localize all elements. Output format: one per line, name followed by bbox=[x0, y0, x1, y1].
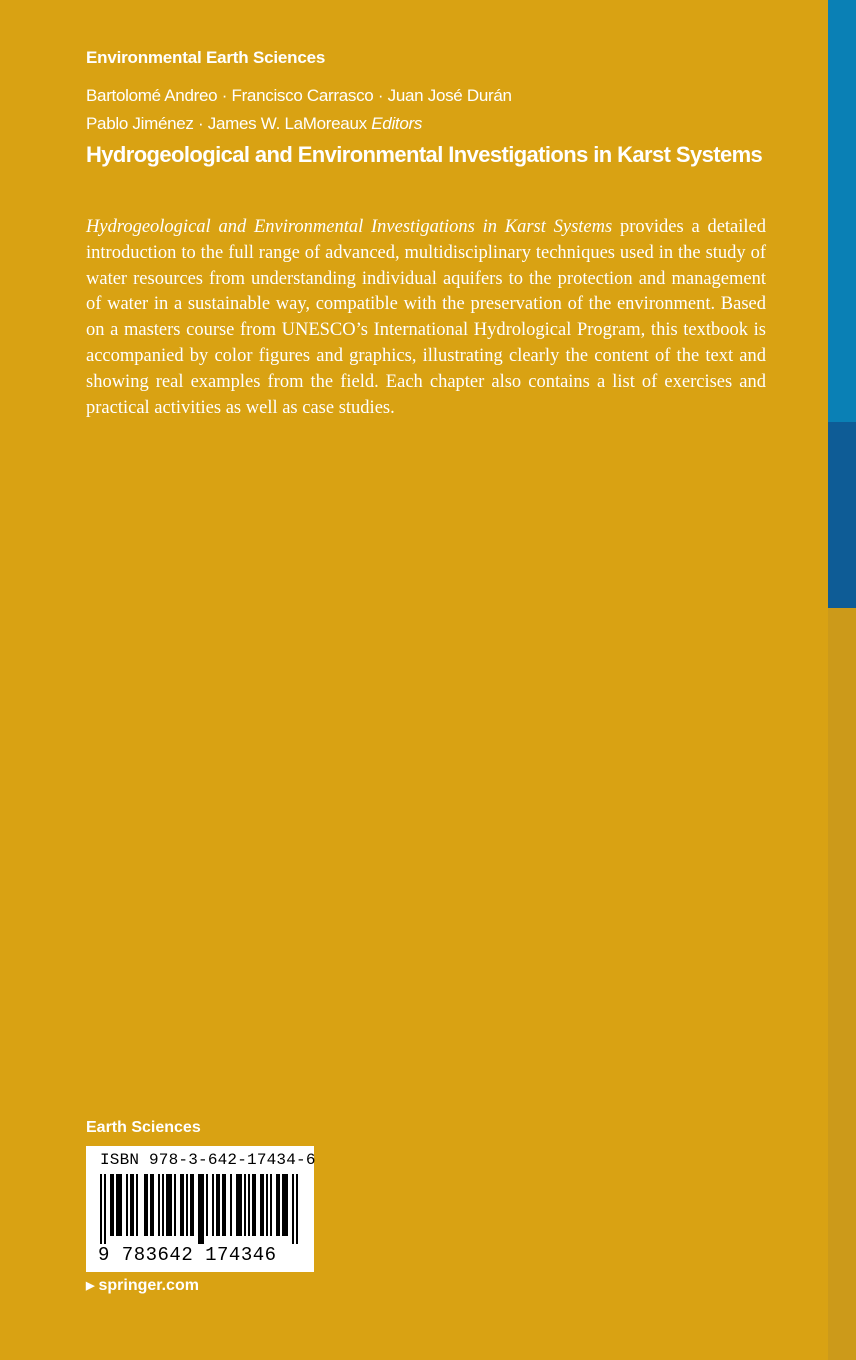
barcode-box bbox=[86, 1146, 314, 1272]
barcode-bar bbox=[162, 1174, 164, 1236]
series-name: Environmental Earth Sciences bbox=[86, 48, 326, 67]
barcode-bar bbox=[132, 1174, 134, 1236]
editors-names-2: Pablo Jiménez · James W. LaMoreaux bbox=[86, 114, 367, 133]
arrow-right-icon: ▶ bbox=[86, 1280, 95, 1292]
book-title: Hydrogeological and Environmental Investigations in Karst Systems bbox=[86, 142, 763, 167]
barcode-bar bbox=[150, 1174, 152, 1236]
barcode-bar bbox=[186, 1174, 188, 1236]
barcode-bar bbox=[118, 1174, 120, 1236]
barcode-bar bbox=[126, 1174, 128, 1236]
barcode-bar bbox=[270, 1174, 272, 1236]
barcode-bar bbox=[192, 1174, 194, 1236]
barcode-bar bbox=[278, 1174, 280, 1236]
barcode-bar bbox=[200, 1174, 202, 1244]
barcode-bar bbox=[266, 1174, 268, 1236]
barcode-bar bbox=[170, 1174, 172, 1236]
barcode-bar bbox=[240, 1174, 242, 1236]
barcode-bar bbox=[198, 1174, 200, 1244]
barcode-bar bbox=[276, 1174, 278, 1236]
publisher-link[interactable] bbox=[86, 1277, 199, 1295]
barcode-bar bbox=[182, 1174, 184, 1236]
barcode-bar bbox=[116, 1174, 118, 1236]
barcode-bar bbox=[166, 1174, 168, 1236]
barcode-bar bbox=[110, 1174, 112, 1236]
barcode-bar bbox=[180, 1174, 182, 1236]
subject-category: Earth Sciences bbox=[86, 1119, 201, 1136]
barcode-bar bbox=[112, 1174, 114, 1236]
barcode-bar bbox=[296, 1174, 298, 1244]
barcode-bar bbox=[286, 1174, 288, 1236]
barcode-bar bbox=[260, 1174, 262, 1236]
description-body: provides a detailed introduction to the full range of advanced, multidisciplinary techniques used in the study of water resources from understanding individual aquifers to the protection and management of water in a sustainable way, compatible with the preservation of the environment. Based on a masters course from UNESCO’s International Hydrological Program, this textbook is accompanied by color figures and graphics, illustrating clearly the content of the text and showing real examples from the field. Each chapter also contains a list of exercises and practical activities as well as case studies. bbox=[86, 217, 766, 418]
barcode-bar bbox=[218, 1174, 220, 1236]
editors-line-2 bbox=[86, 114, 422, 134]
barcode-bar bbox=[120, 1174, 122, 1236]
barcode-bar bbox=[252, 1174, 254, 1236]
barcode-bar bbox=[254, 1174, 256, 1236]
isbn-text: ISBN 978-3-642-17434-6 bbox=[100, 1151, 316, 1169]
barcode-bar bbox=[244, 1174, 246, 1236]
barcode-bar bbox=[152, 1174, 154, 1236]
barcode-bar bbox=[216, 1174, 218, 1236]
barcode-bar bbox=[292, 1174, 294, 1244]
spine-strip-gold bbox=[828, 608, 856, 1360]
barcode-bar bbox=[202, 1174, 204, 1244]
book-description bbox=[86, 215, 766, 421]
editors-line-1: Bartolomé Andreo · Francisco Carrasco · Juan José Durán bbox=[86, 86, 512, 105]
barcode-bar bbox=[212, 1174, 214, 1236]
description-title: Hydrogeological and Environmental Investigations in Karst Systems bbox=[86, 217, 613, 237]
barcode-bar bbox=[248, 1174, 250, 1236]
barcode-bar bbox=[224, 1174, 226, 1236]
barcode-bar bbox=[174, 1174, 176, 1236]
barcode-bar bbox=[190, 1174, 192, 1236]
spine-strip-dark-blue bbox=[828, 422, 856, 608]
barcode-bar bbox=[130, 1174, 132, 1236]
barcode-icon bbox=[100, 1174, 300, 1244]
barcode-bar bbox=[158, 1174, 160, 1236]
barcode-bar bbox=[136, 1174, 138, 1236]
barcode-bar bbox=[262, 1174, 264, 1236]
barcode-bar bbox=[230, 1174, 232, 1236]
ean-number: 9 783642 174346 bbox=[98, 1244, 277, 1266]
barcode-bar bbox=[146, 1174, 148, 1236]
spine-strip-blue bbox=[828, 0, 856, 422]
barcode-bar bbox=[104, 1174, 106, 1244]
barcode-bar bbox=[282, 1174, 284, 1236]
barcode-bar bbox=[284, 1174, 286, 1236]
barcode-bar bbox=[238, 1174, 240, 1236]
barcode-bar bbox=[100, 1174, 102, 1244]
barcode-bar bbox=[144, 1174, 146, 1236]
publisher-url: springer.com bbox=[98, 1277, 199, 1294]
barcode-bar bbox=[236, 1174, 238, 1236]
barcode-bar bbox=[168, 1174, 170, 1236]
editors-role: Editors bbox=[371, 114, 423, 133]
barcode-bar bbox=[206, 1174, 208, 1236]
barcode-bar bbox=[222, 1174, 224, 1236]
